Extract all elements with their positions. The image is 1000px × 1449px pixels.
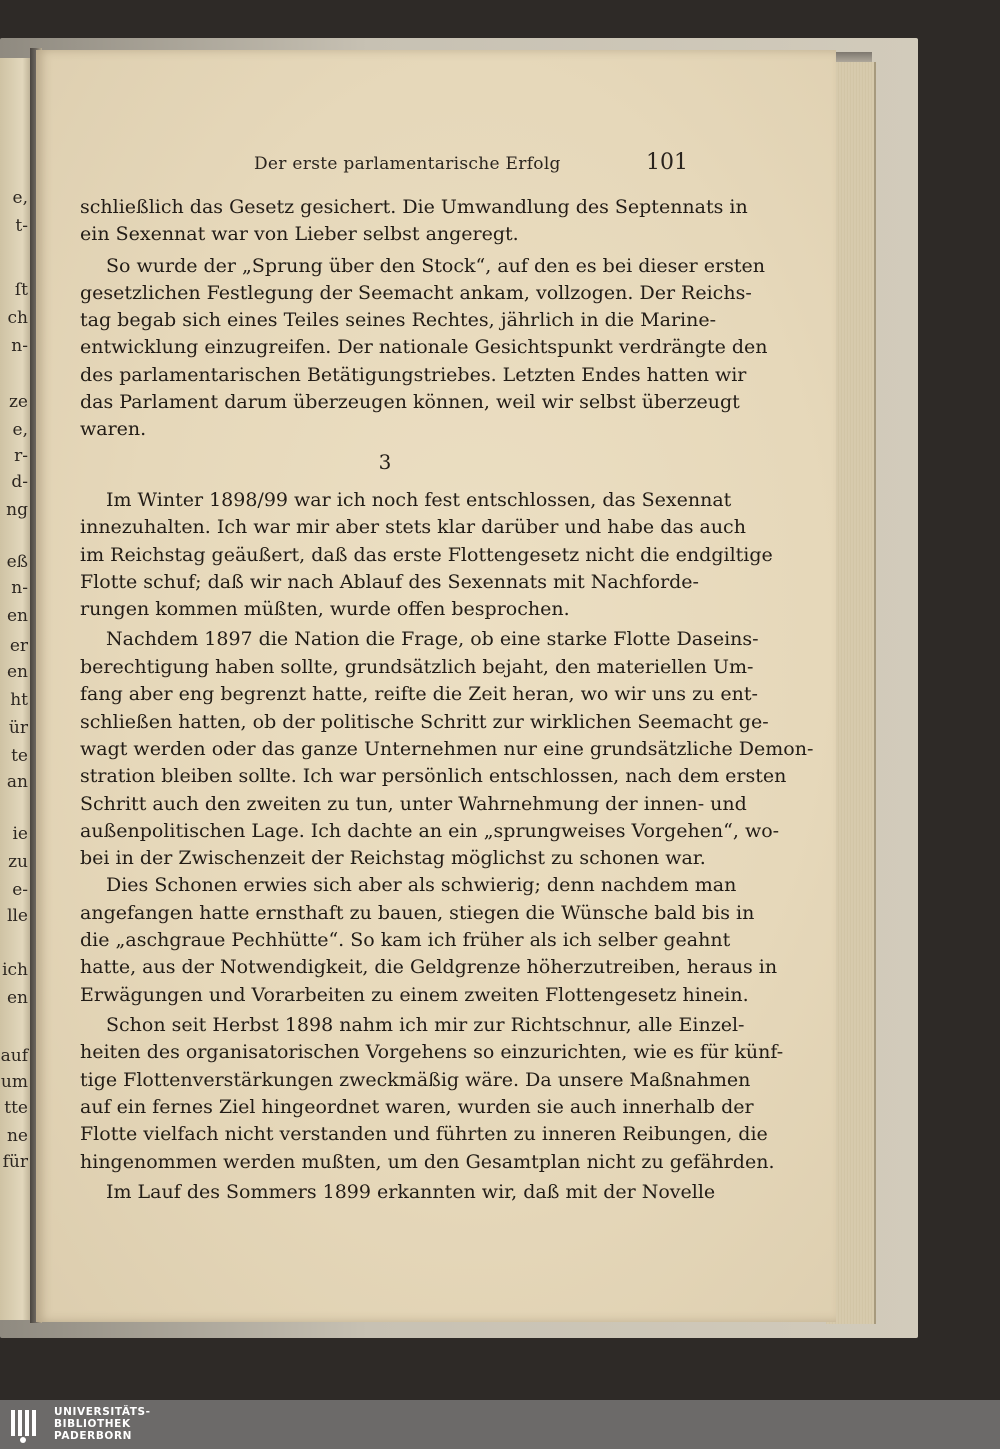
left-page-fragment: e,	[12, 420, 28, 440]
text-line: Im Winter 1898/99 war ich noch fest entschlossen, das Sexennat	[106, 489, 732, 511]
text-line: innezuhalten. Ich war mir aber stets klar darüber und habe das auch	[80, 516, 746, 538]
left-page-fragment: d-	[11, 472, 28, 492]
text-line: auf ein fernes Ziel hingeordnet waren, wurden sie auch innerhalb der	[80, 1096, 754, 1118]
text-line: außenpolitischen Lage. Ich dachte an ein „sprungweises Vorgehen“, wo-	[80, 820, 780, 842]
text-line: schließen hatten, ob der politische Schritt zur wirklichen Seemacht ge-	[80, 711, 769, 733]
text-line: gesetzlichen Festlegung der Seemacht ankam, vollzogen. Der Reichs-	[80, 282, 752, 304]
text-line: die „aschgraue Pechhütte“. So kam ich früher als ich selber geahnt	[80, 929, 731, 951]
left-page-fragment: e-	[12, 880, 28, 900]
text-line: Schritt auch den zweiten zu tun, unter Wahrnehmung der innen- und	[80, 793, 747, 815]
text-line: ein Sexennat war von Lieber selbst angeregt.	[80, 223, 519, 245]
text-line: rungen kommen müßten, wurde offen besprochen.	[80, 598, 570, 620]
left-page-fragment: ht	[10, 690, 28, 710]
left-page-fragment: ch	[7, 308, 28, 328]
text-line: Nachdem 1897 die Nation die Frage, ob eine starke Flotte Daseins-	[106, 628, 759, 650]
left-page-fragment: n-	[11, 336, 28, 356]
text-line: angefangen hatte ernsthaft zu bauen, stiegen die Wünsche bald bis in	[80, 902, 755, 924]
left-page-fragment: an	[6, 772, 28, 792]
text-line: heiten des organisatorischen Vorgehens so einzurichten, wie es für künf-	[80, 1041, 784, 1063]
left-page-fragment: für	[2, 1152, 28, 1172]
page-number: 101	[646, 150, 688, 175]
left-page-fragment: ſt	[14, 280, 28, 300]
text-line: schließlich das Gesetz gesichert. Die Umwandlung des Septennats in	[80, 196, 748, 218]
text-line: Dies Schonen erwies sich aber als schwierig; denn nachdem man	[106, 874, 737, 896]
left-page-fragment: um	[0, 1072, 28, 1092]
left-page-fragment: r-	[14, 446, 28, 466]
text-line: des parlamentarischen Betätigungstriebes. Letzten Endes hatten wir	[80, 364, 747, 386]
running-head: Der erste parlamentarische Erfolg	[254, 154, 561, 174]
text-line: fang aber eng begrenzt hatte, reifte die Zeit heran, wo wir uns zu ent-	[80, 683, 758, 705]
text-line: entwicklung einzugreifen. Der nationale Gesichtspunkt verdrängte den	[80, 336, 768, 358]
left-page-fragment: t-	[15, 216, 28, 236]
left-page-fragment: ür	[8, 718, 28, 738]
left-page-fragment: eß	[6, 552, 28, 572]
left-facing-page	[0, 58, 32, 1320]
text-line: das Parlament darum überzeugen können, weil wir selbst überzeugt	[80, 391, 740, 413]
left-page-fragment: zu	[8, 852, 28, 872]
text-line: So wurde der „Sprung über den Stock“, auf den es bei dieser ersten	[106, 255, 765, 277]
left-page-fragment: tte	[4, 1098, 28, 1118]
text-line: tag begab sich eines Teiles seines Rechtes, jährlich in die Marine-	[80, 309, 717, 331]
text-line: waren.	[80, 418, 147, 440]
text-line: tige Flottenverstärkungen zweckmäßig wäre. Da unsere Maßnahmen	[80, 1069, 751, 1091]
text-line: berechtigung haben sollte, grundsätzlich bejaht, den materiellen Um-	[80, 656, 754, 678]
text-line: hatte, aus der Notwendigkeit, die Geldgrenze höherzutreiben, heraus in	[80, 956, 778, 978]
text-line: Flotte schuf; daß wir nach Ablauf des Sexennats mit Nachforde-	[80, 571, 699, 593]
library-name-line-2: BIBLIOTHEK	[54, 1418, 131, 1430]
text-line: im Reichstag geäußert, daß das erste Flottengesetz nicht die endgiltige	[80, 544, 773, 566]
text-line: Im Lauf des Sommers 1899 erkannten wir, daß mit der Novelle	[106, 1181, 716, 1203]
text-line: stration bleiben sollte. Ich war persönlich entschlossen, nach dem ersten	[80, 765, 787, 787]
left-page-fragment: en	[6, 606, 28, 626]
library-name-line-3: PADERBORN	[54, 1430, 133, 1442]
text-line: wagt werden oder das ganze Unternehmen nur eine grundsätzliche Demon-	[80, 738, 814, 760]
left-page-fragment: lle	[7, 906, 28, 926]
library-name-line-1: UNIVERSITÄTS-	[54, 1406, 151, 1418]
section-number: 3	[378, 450, 392, 474]
left-page-fragment: ie	[12, 824, 28, 844]
text-line: Schon seit Herbst 1898 nahm ich mir zur Richtschnur, alle Einzel-	[106, 1014, 745, 1036]
left-page-fragment: en	[6, 662, 28, 682]
text-line: Flotte vielfach nicht verstanden und führten zu inneren Reibungen, die	[80, 1123, 768, 1145]
left-page-fragment: ze	[8, 392, 28, 412]
left-page-fragment: e,	[12, 188, 28, 208]
text-line: hingenommen werden mußten, um den Gesamtplan nicht zu gefährden.	[80, 1151, 775, 1173]
left-page-fragment: ne	[6, 1126, 28, 1146]
left-page-fragment: ng	[6, 500, 28, 520]
left-page-fragment: ich	[2, 960, 28, 980]
left-page-fragment: er	[9, 636, 28, 656]
library-banner	[0, 1400, 1000, 1449]
left-page-fragment: n-	[11, 578, 28, 598]
left-page-fragment: auf	[0, 1046, 28, 1066]
left-page-fragment: te	[11, 746, 28, 766]
text-line: bei in der Zwischenzeit der Reichstag möglichst zu schonen war.	[80, 847, 706, 869]
text-line: Erwägungen und Vorarbeiten zu einem zweiten Flottengesetz hinein.	[80, 984, 749, 1006]
library-logo-icon	[8, 1406, 44, 1444]
left-page-fragment: en	[6, 988, 28, 1008]
